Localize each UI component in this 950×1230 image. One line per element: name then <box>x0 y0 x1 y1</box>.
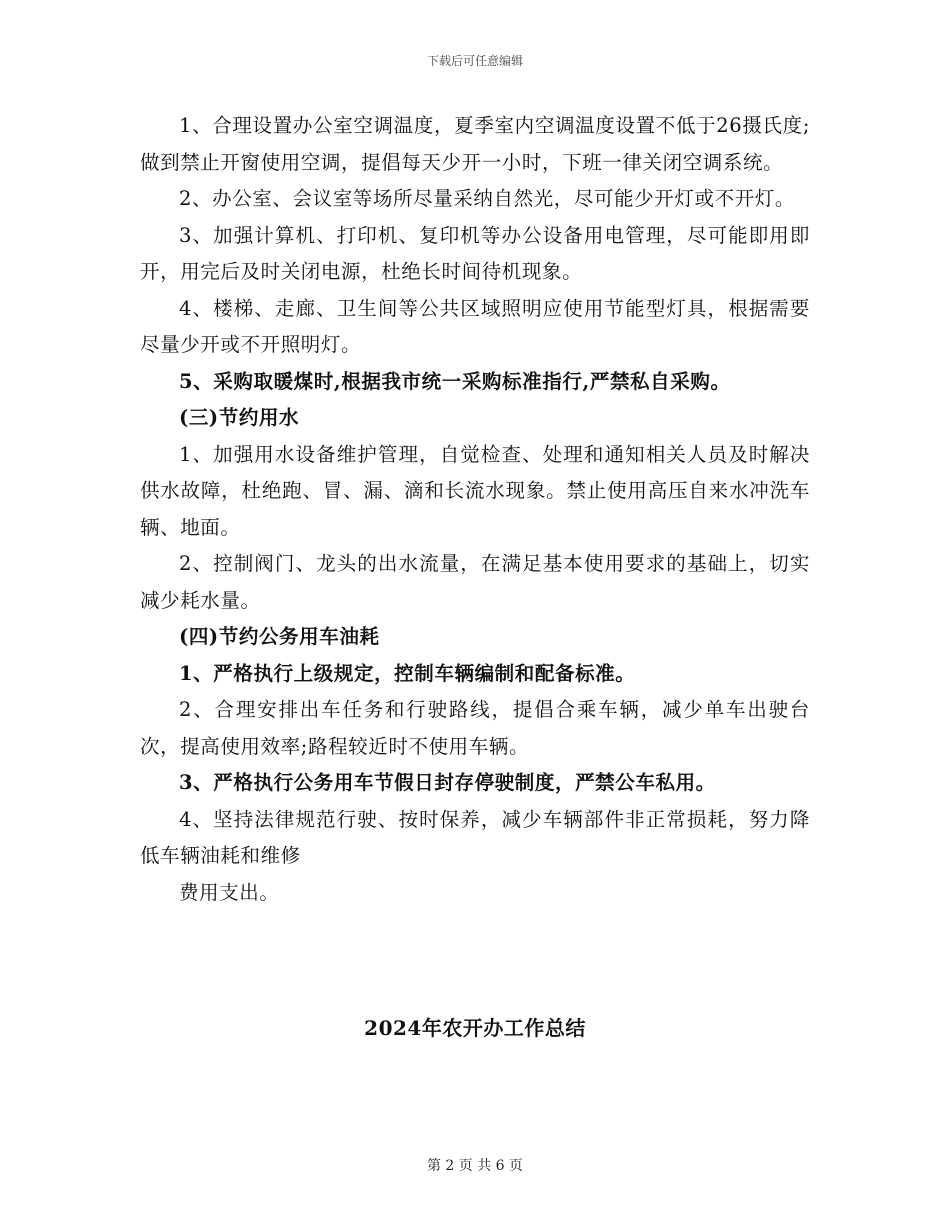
paragraph-vehicle-1: 1、严格执行上级规定，控制车辆编制和配备标准。 <box>179 661 636 685</box>
page-header: 下载后可任意编辑 <box>426 54 523 68</box>
paragraph-3: 3、加强计算机、打印机、复印机等办公设备用电管理，尽可能即用即开，用完后及时关闭电源，杜绝长时间待机现象。 <box>140 223 810 283</box>
document-title: 2024年农开办工作总结 <box>364 1016 586 1040</box>
paragraph-vehicle-4: 4、坚持法律规范行驶、按时保养，减少车辆部件非正常损耗，努力降低车辆油耗和维修 <box>140 807 810 867</box>
paragraph-1: 1、合理设置办公室空调温度，夏季室内空调温度设置不低于26摄氏度;做到禁止开窗使用空调，提倡每天少开一小时，下班一律关闭空调系统。 <box>140 114 810 174</box>
page-footer: 第 2 页 共 6 页 <box>426 1158 524 1174</box>
paragraph-2: 2、办公室、会议室等场所尽量采纳自然光，尽可能少开灯或不开灯。 <box>179 187 796 210</box>
paragraph-5-bold: 5、采购取暖煤时,根据我市统一采购标准指行,严禁私自采购。 <box>179 369 731 393</box>
paragraph-water-1: 1、加强用水设备维护管理，自觉检查、处理和通知相关人员及时解决供水故障，杜绝跑、冒、漏、滴和长流水现象。禁止使用高压自来水冲洗车辆、地面。 <box>140 442 810 539</box>
paragraph-water-2: 2、控制阀门、龙头的出水流量，在满足基本使用要求的基础上，切实减少耗水量。 <box>140 552 810 612</box>
document-body <box>140 108 810 911</box>
paragraph-vehicle-2: 2、合理安排出车任务和行驶路线，提倡合乘车辆，减少单车出驶台次，提高使用效率;路程较近时不使用车辆。 <box>140 698 810 758</box>
section-heading-vehicle: (四)节约公务用车油耗 <box>179 625 380 648</box>
paragraph-vehicle-3: 3、严格执行公务用车节假日封存停驶制度，严禁公车私用。 <box>179 771 716 794</box>
section-heading-water: (三)节约用水 <box>179 406 300 429</box>
paragraph-4: 4、楼梯、走廊、卫生间等公共区域照明应使用节能型灯具，根据需要尽量少开或不开照明灯。 <box>140 296 810 356</box>
paragraph-vehicle-4-continued: 费用支出。 <box>179 880 280 904</box>
